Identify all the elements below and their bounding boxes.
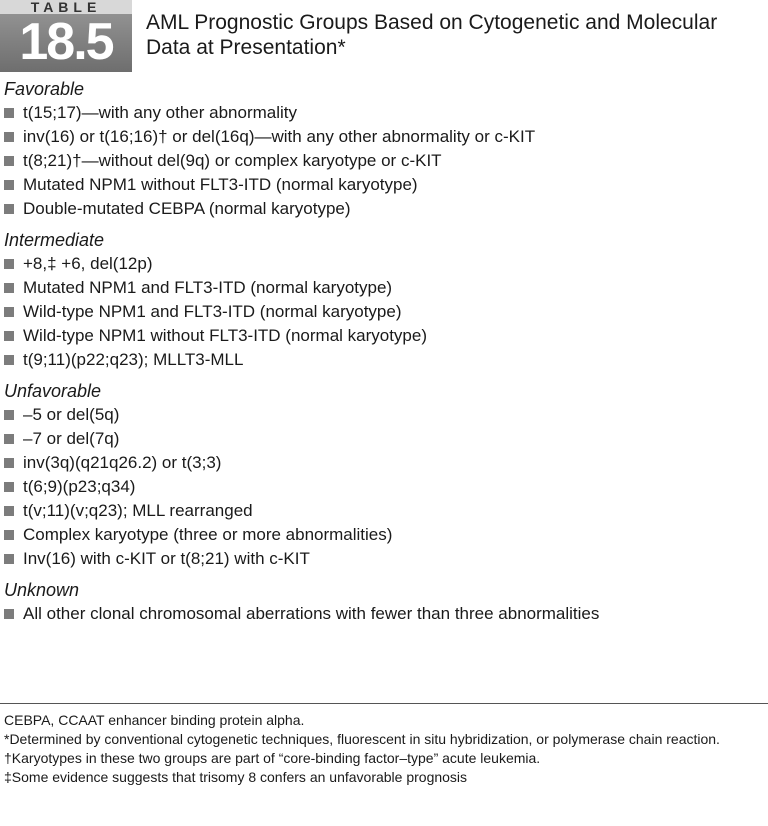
list-item — [0, 252, 768, 276]
item-text: t(8;21)†—without del(9q) or complex karyotype or c-KIT — [23, 151, 442, 170]
table-number: 18.5 — [19, 13, 113, 71]
item-text: Inv(16) with c-KIT or t(8;21) with c-KIT — [23, 549, 310, 568]
square-bullet-icon — [4, 482, 14, 492]
square-bullet-icon — [4, 458, 14, 468]
list-item — [0, 475, 768, 499]
footnote: †Karyotypes in these two groups are part of “core-binding factor–type” acute leukemia. — [4, 750, 541, 766]
square-bullet-icon — [4, 132, 14, 142]
item-text: t(v;11)(v;q23); MLL rearranged — [23, 501, 253, 520]
list-item — [0, 523, 768, 547]
square-bullet-icon — [4, 204, 14, 214]
group-title: Unknown — [4, 580, 80, 600]
footnotes — [4, 712, 764, 788]
item-text: Mutated NPM1 without FLT3-ITD (normal karyotype) — [23, 175, 418, 194]
item-text: t(9;11)(p22;q23); MLLT3-MLL — [23, 350, 244, 369]
footnote-divider — [0, 703, 768, 704]
square-bullet-icon — [4, 283, 14, 293]
group-intermediate — [0, 229, 768, 372]
list-item — [0, 403, 768, 427]
group-unfavorable — [0, 380, 768, 571]
item-text: Mutated NPM1 and FLT3-ITD (normal karyotype) — [23, 278, 393, 297]
item-text: inv(3q)(q21q26.2) or t(3;3) — [23, 453, 222, 472]
table-badge-label: TABLE — [0, 0, 132, 14]
item-text: t(15;17)—with any other abnormality — [23, 103, 298, 122]
group-unknown — [0, 579, 768, 626]
footnote: ‡Some evidence suggests that trisomy 8 confers an unfavorable prognosis — [4, 769, 468, 785]
item-text: Wild-type NPM1 and FLT3-ITD (normal karyotype) — [23, 302, 402, 321]
table-badge — [0, 0, 132, 72]
list-item — [0, 547, 768, 571]
list-item — [0, 125, 768, 149]
item-text: inv(16) or t(16;16)† or del(16q)—with any other abnormality or c-KIT — [23, 127, 536, 146]
square-bullet-icon — [4, 108, 14, 118]
list-item — [0, 348, 768, 372]
list-item — [0, 101, 768, 125]
list-item — [0, 300, 768, 324]
item-text: t(6;9)(p23;q34) — [23, 477, 136, 496]
group-title: Favorable — [4, 79, 85, 99]
list-item — [0, 427, 768, 451]
footnote: *Determined by conventional cytogenetic techniques, fluorescent in situ hybridization, or polymerase chain reaction. — [4, 731, 720, 747]
group-title: Unfavorable — [4, 381, 102, 401]
item-text: –7 or del(7q) — [23, 429, 120, 448]
square-bullet-icon — [4, 434, 14, 444]
table-title: AML Prognostic Groups Based on Cytogenetic and Molecular Data at Presentation* — [146, 11, 718, 59]
square-bullet-icon — [4, 554, 14, 564]
square-bullet-icon — [4, 506, 14, 516]
list-item — [0, 324, 768, 348]
list-item — [0, 197, 768, 221]
square-bullet-icon — [4, 530, 14, 540]
square-bullet-icon — [4, 180, 14, 190]
table-body — [0, 78, 768, 634]
list-item — [0, 499, 768, 523]
item-text: Complex karyotype (three or more abnormalities) — [23, 525, 393, 544]
item-text: All other clonal chromosomal aberrations with fewer than three abnormalities — [23, 604, 600, 623]
list-item — [0, 602, 768, 626]
list-item — [0, 149, 768, 173]
item-text: +8,‡ +6, del(12p) — [23, 254, 153, 273]
item-text: Double-mutated CEBPA (normal karyotype) — [23, 199, 351, 218]
square-bullet-icon — [4, 156, 14, 166]
group-title: Intermediate — [4, 230, 105, 250]
list-item — [0, 173, 768, 197]
square-bullet-icon — [4, 609, 14, 619]
square-bullet-icon — [4, 355, 14, 365]
group-favorable — [0, 78, 768, 221]
footnote: CEBPA, CCAAT enhancer binding protein alpha. — [4, 712, 305, 728]
table-header — [0, 0, 768, 74]
square-bullet-icon — [4, 331, 14, 341]
square-bullet-icon — [4, 307, 14, 317]
list-item — [0, 276, 768, 300]
item-text: –5 or del(5q) — [23, 405, 120, 424]
list-item — [0, 451, 768, 475]
square-bullet-icon — [4, 259, 14, 269]
square-bullet-icon — [4, 410, 14, 420]
item-text: Wild-type NPM1 without FLT3-ITD (normal karyotype) — [23, 326, 428, 345]
